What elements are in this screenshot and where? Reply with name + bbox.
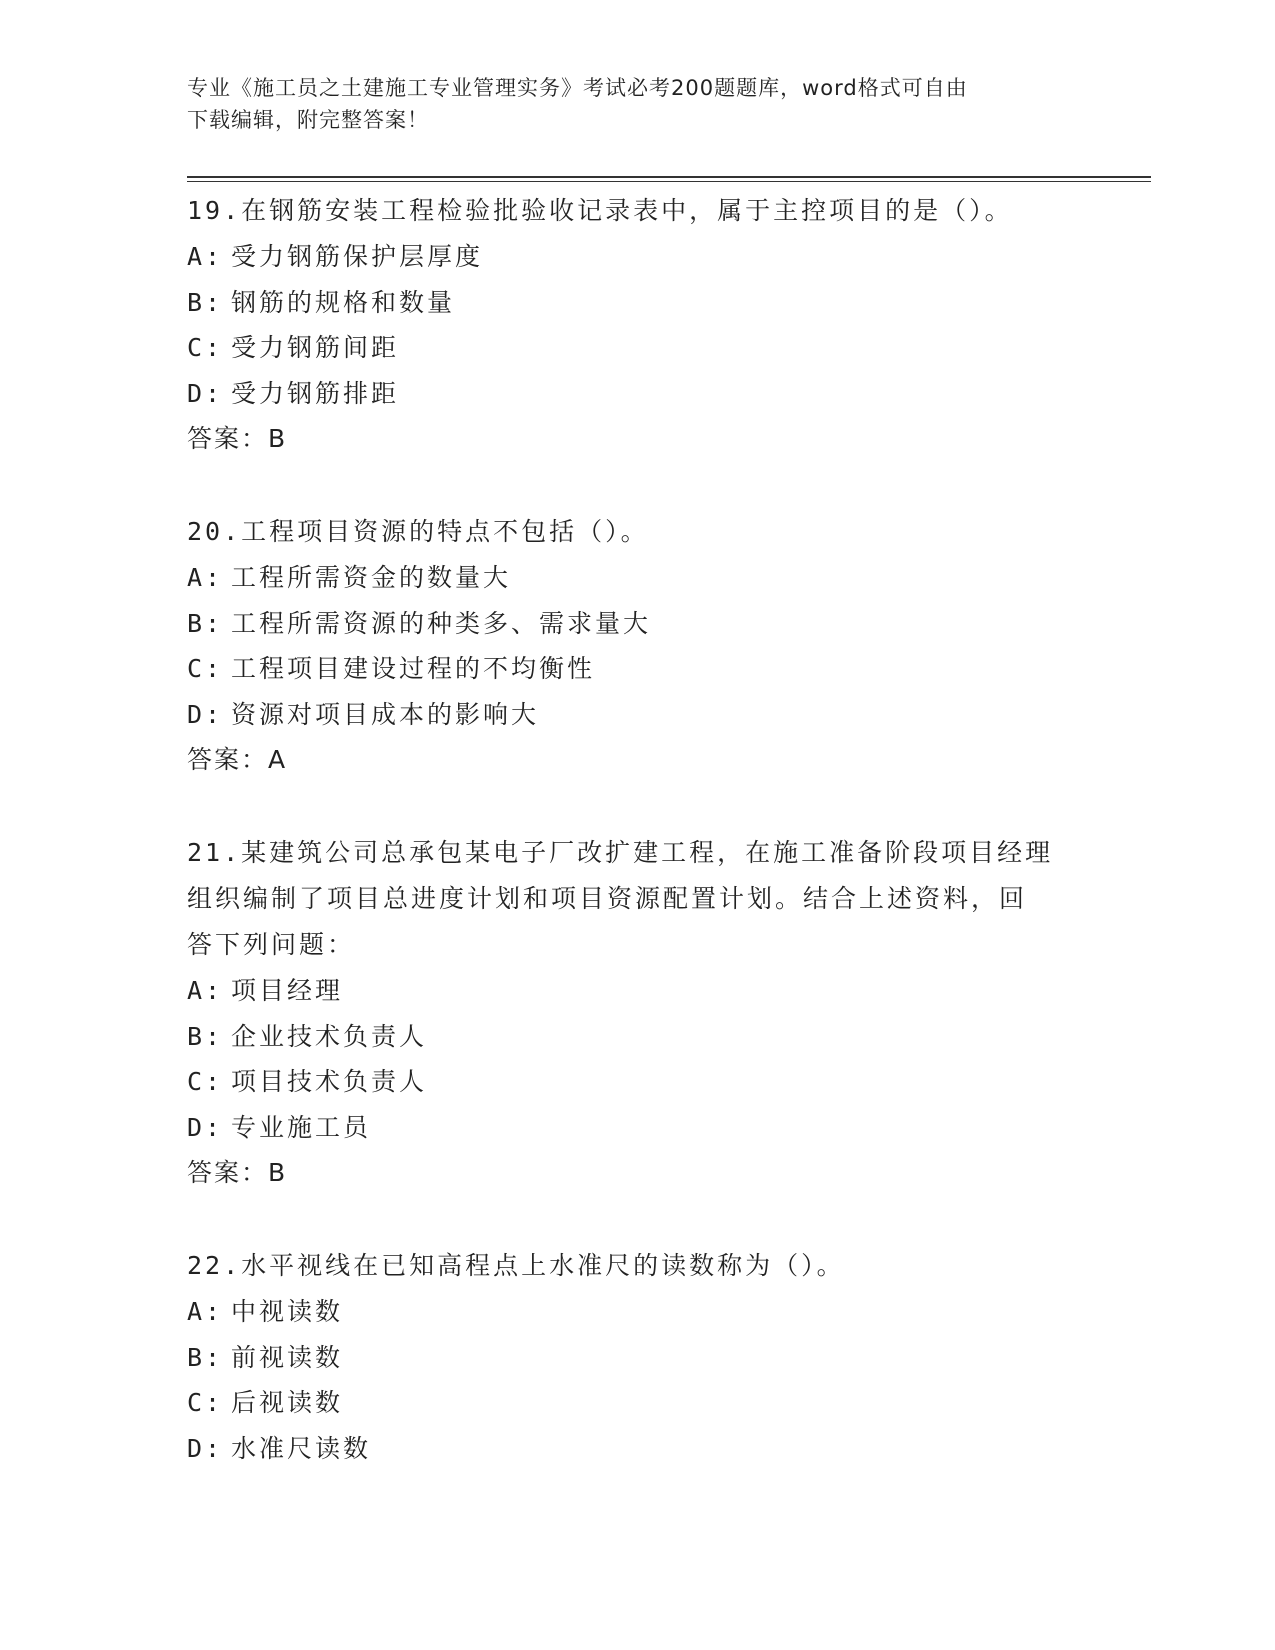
option-b	[187, 280, 1107, 326]
option-letter: B:	[187, 1342, 224, 1372]
option-letter: C:	[187, 1067, 224, 1096]
option-c	[187, 1059, 1107, 1105]
question-20	[187, 509, 1107, 783]
question-text-line-2: 组织编制了项目总进度计划和项目资源配置计划。结合上述资料，回	[187, 884, 1028, 913]
option-d	[187, 1426, 1107, 1472]
option-a	[187, 555, 1107, 601]
option-text: 受力钢筋保护层厚度	[231, 242, 484, 271]
option-letter: A:	[187, 1297, 224, 1326]
option-d	[187, 692, 1107, 738]
option-text: 前视读数	[231, 1342, 344, 1372]
option-a	[187, 968, 1107, 1014]
option-letter: A:	[187, 242, 224, 271]
option-c	[187, 325, 1107, 371]
option-letter: C:	[187, 654, 224, 683]
question-text: 22.水平视线在已知高程点上水准尺的读数称为（）。	[187, 1251, 845, 1280]
option-b	[187, 1335, 1107, 1381]
header-line-1: 专业《施工员之土建施工专业管理实务》考试必考200题题库，word格式可自由	[187, 76, 968, 100]
option-letter: B:	[187, 1021, 224, 1051]
option-letter: A:	[187, 563, 224, 592]
header-line-2: 下载编辑，附完整答案！	[187, 108, 429, 132]
option-text: 工程项目建设过程的不均衡性	[231, 654, 596, 683]
option-text: 钢筋的规格和数量	[231, 287, 456, 317]
question-text-line-1: 21.某建筑公司总承包某电子厂改扩建工程，在施工准备阶段项目经理	[187, 838, 1054, 867]
option-letter: C:	[187, 333, 224, 362]
option-letter: B:	[187, 608, 224, 638]
question-text-line-3: 答下列问题：	[187, 930, 356, 959]
option-text: 水准尺读数	[231, 1433, 372, 1463]
option-text: 工程所需资金的数量大	[231, 563, 512, 592]
header-divider	[187, 176, 1151, 182]
option-b	[187, 601, 1107, 647]
option-text: 受力钢筋排距	[231, 378, 400, 408]
question-21	[187, 830, 1107, 1196]
option-text: 后视读数	[231, 1388, 344, 1417]
option-letter: D:	[187, 378, 224, 408]
option-a	[187, 234, 1107, 280]
question-text: 19.在钢筋安装工程检验批验收记录表中，属于主控项目的是（）。	[187, 196, 1013, 225]
question-text: 20.工程项目资源的特点不包括（）。	[187, 517, 649, 546]
option-letter: D:	[187, 699, 224, 729]
option-c	[187, 1380, 1107, 1426]
option-c	[187, 646, 1107, 692]
option-text: 项目经理	[231, 976, 344, 1005]
option-text: 受力钢筋间距	[231, 333, 400, 362]
question-19	[187, 188, 1107, 462]
option-d	[187, 371, 1107, 417]
option-letter: B:	[187, 287, 224, 317]
answer-line: 答案：B	[187, 424, 288, 453]
option-letter: A:	[187, 976, 224, 1005]
option-text: 工程所需资源的种类多、需求量大	[231, 608, 652, 638]
option-a	[187, 1289, 1107, 1335]
answer-line: 答案：B	[187, 1158, 288, 1187]
option-b	[187, 1014, 1107, 1060]
option-d	[187, 1105, 1107, 1151]
option-letter: C:	[187, 1388, 224, 1417]
option-text: 项目技术负责人	[231, 1067, 428, 1096]
option-letter: D:	[187, 1112, 224, 1142]
option-text: 中视读数	[231, 1297, 344, 1326]
option-text: 企业技术负责人	[231, 1021, 428, 1051]
option-text: 专业施工员	[231, 1112, 372, 1142]
document-header	[187, 72, 1087, 136]
question-22	[187, 1243, 1107, 1471]
question-list	[187, 188, 1107, 1518]
option-letter: D:	[187, 1433, 224, 1463]
answer-line: 答案：A	[187, 745, 288, 774]
option-text: 资源对项目成本的影响大	[231, 699, 540, 729]
